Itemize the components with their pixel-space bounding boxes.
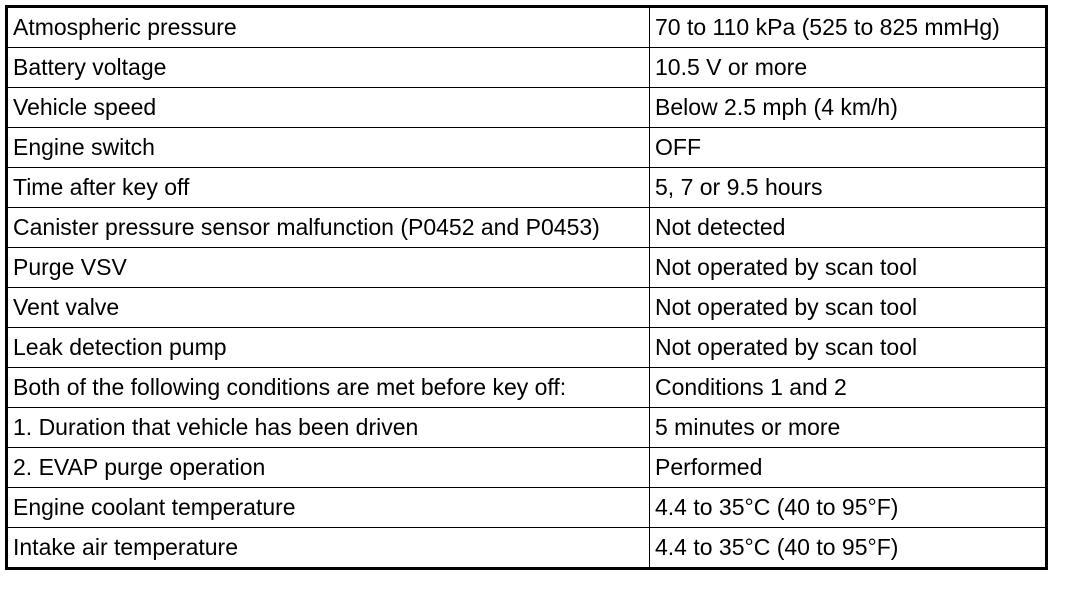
table-row [7, 48, 1047, 88]
table-row [7, 408, 1047, 448]
condition-cell: Intake air temperature [7, 528, 650, 569]
value-cell: Not detected [650, 208, 1047, 248]
condition-cell: Purge VSV [7, 248, 650, 288]
condition-cell: Engine switch [7, 128, 650, 168]
table-row [7, 328, 1047, 368]
condition-cell: Time after key off [7, 168, 650, 208]
value-cell: Not operated by scan tool [650, 328, 1047, 368]
condition-cell: Both of the following conditions are met before key off: [7, 368, 650, 408]
condition-cell: Atmospheric pressure [7, 7, 650, 48]
condition-cell: Vent valve [7, 288, 650, 328]
condition-cell: Engine coolant temperature [7, 488, 650, 528]
table-row [7, 88, 1047, 128]
table-row [7, 7, 1047, 48]
condition-cell: Leak detection pump [7, 328, 650, 368]
table-row [7, 288, 1047, 328]
conditions-table [5, 5, 1048, 570]
value-cell: Not operated by scan tool [650, 288, 1047, 328]
value-cell: 4.4 to 35°C (40 to 95°F) [650, 528, 1047, 569]
value-cell: 10.5 V or more [650, 48, 1047, 88]
conditions-table-body [7, 7, 1047, 569]
table-row [7, 128, 1047, 168]
table-row [7, 248, 1047, 288]
condition-cell: Canister pressure sensor malfunction (P0452 and P0453) [7, 208, 650, 248]
value-cell: OFF [650, 128, 1047, 168]
table-row [7, 208, 1047, 248]
table-row [7, 488, 1047, 528]
value-cell: Performed [650, 448, 1047, 488]
value-cell: 4.4 to 35°C (40 to 95°F) [650, 488, 1047, 528]
value-cell: Below 2.5 mph (4 km/h) [650, 88, 1047, 128]
value-cell: 5 minutes or more [650, 408, 1047, 448]
value-cell: Not operated by scan tool [650, 248, 1047, 288]
value-cell: Conditions 1 and 2 [650, 368, 1047, 408]
table-row [7, 448, 1047, 488]
table-row [7, 368, 1047, 408]
condition-cell: 1. Duration that vehicle has been driven [7, 408, 650, 448]
condition-cell: 2. EVAP purge operation [7, 448, 650, 488]
condition-cell: Battery voltage [7, 48, 650, 88]
table-row [7, 168, 1047, 208]
condition-cell: Vehicle speed [7, 88, 650, 128]
value-cell: 70 to 110 kPa (525 to 825 mmHg) [650, 7, 1047, 48]
value-cell: 5, 7 or 9.5 hours [650, 168, 1047, 208]
table-row [7, 528, 1047, 569]
